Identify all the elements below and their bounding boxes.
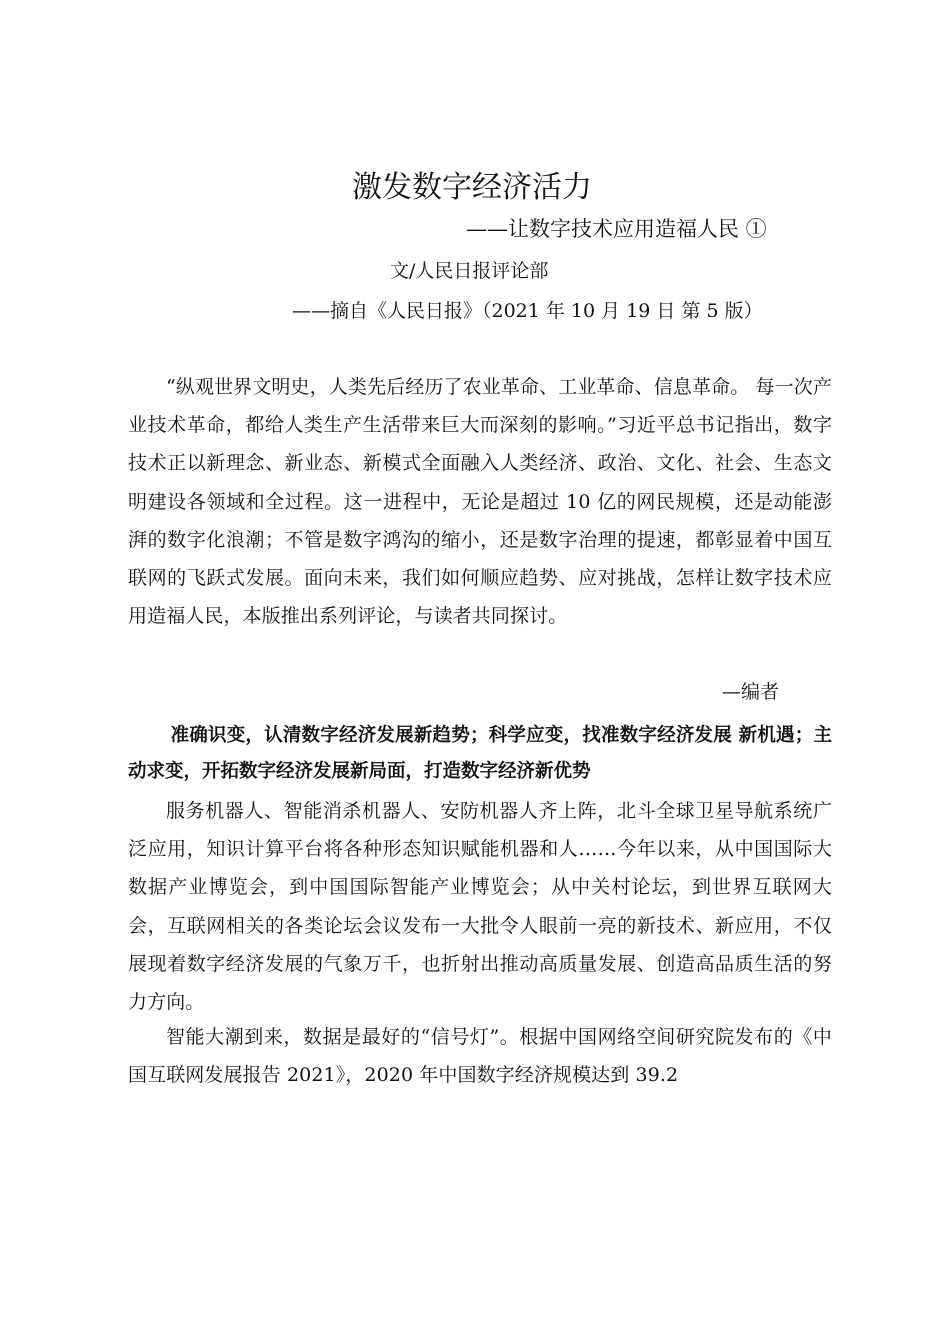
body-paragraph-2: 智能大潮到来，数据是最好的“信号灯”。根据中国网络空间研究院发布的《中国互联网发展报告 2021》，2020 年中国数字经济规模达到 39.2 (128, 1026, 832, 1087)
editor-signature: —编者 (722, 681, 780, 703)
article-source: ——摘自《人民日报》（2021 年 10 月 19 日 第 5 版） (292, 300, 763, 322)
body-paragraph-1: 服务机器人、智能消杀机器人、安防机器人齐上阵，北斗全球卫星导航系统广泛应用，知识计算平台将各种形态知识赋能机器和人……今年以来，从中国国际大数据产业博览会，到中国国际智能产业博览会；从中关村论坛，到世界互联网大会，互联网相关的各类论坛会议发布一大批令人眼前一亮的新技术、新应用，不仅展现着数字经济发展的气象万千，也折射出推动高质量发展、创造高品质生活的努力方向。 (128, 800, 832, 1014)
article-byline: 文/人民日报评论部 (390, 260, 549, 282)
editor-intro-paragraph: “纵观世界文明史，人类先后经历了农业革命、工业革命、信息革命。 每一次产业技术革命，都给人类生产生活带来巨大而深刻的影响。”习近平总书记指出，数字技术正以新理念、新业态、新模式全面融入人类经济、政治、文化、社会、生态文明建设各领域和全过程。这一进程中，无论是超过 10 亿的网民规模，还是动能澎湃的数字化浪潮；不管是数字鸿沟的缩小，还是数字治理的提速，都彰显着中国互联网的飞跃式发展。面向未来，我们如何顺应趋势、应对挑战，怎样让数字技术应用造福人民，本版推出系列评论，与读者共同探讨。 (128, 376, 832, 628)
article-title: 激发数字经济活力 (352, 170, 592, 205)
article-subtitle: ——让数字技术应用造福人民 ① (466, 217, 767, 241)
lead-summary: 准确识变，认清数字经济发展新趋势；科学应变，找准数字经济发展 新机遇；主动求变，开拓数字经济发展新局面，打造数字经济新优势 (128, 725, 832, 782)
